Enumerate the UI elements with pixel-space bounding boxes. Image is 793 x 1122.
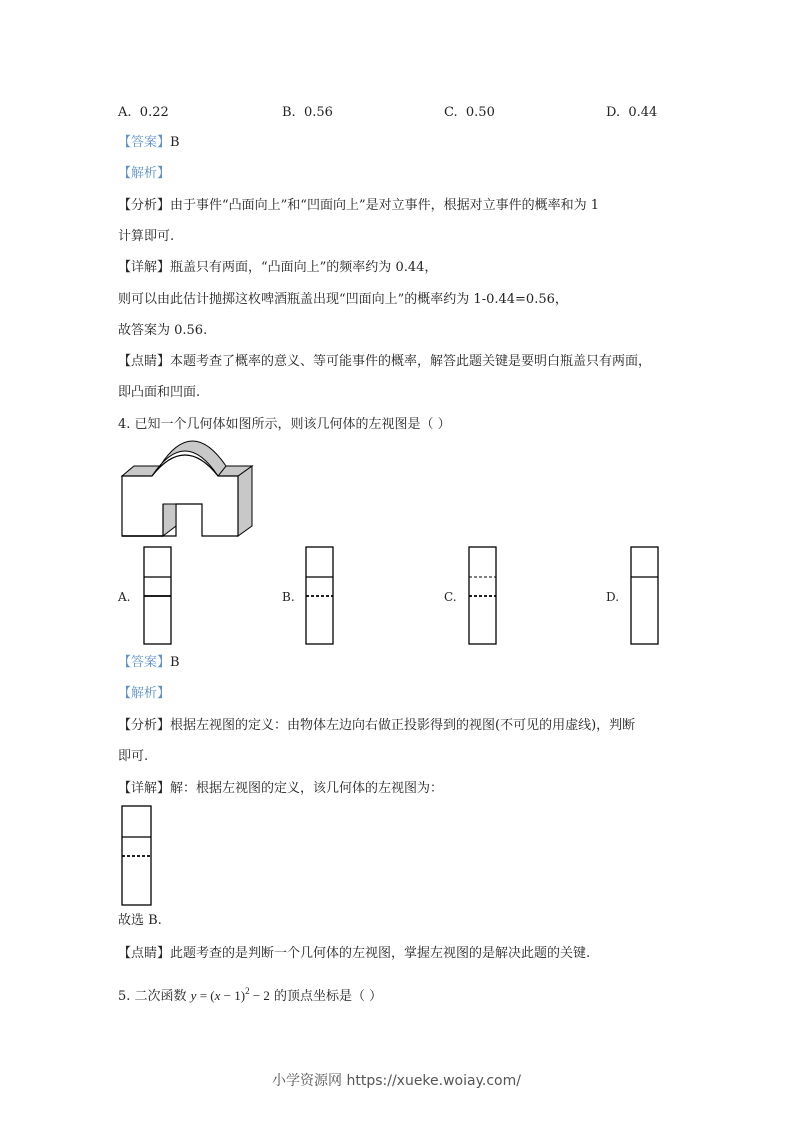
q3-option-d (606, 105, 657, 121)
q4-fenxi (118, 718, 635, 734)
dianjing-text: 本题考查了概率的意义、等可能事件的概率，解答此题关键是要明白瓶盖只有两面， (170, 354, 652, 369)
answer-value: B (170, 135, 180, 150)
option-value: 0.50 (465, 105, 495, 120)
option-label: B. (282, 105, 296, 120)
formula-eq: = ( (196, 988, 215, 1003)
q4-answer (118, 655, 180, 671)
dianjing-text: 此题考查的是判断一个几何体的左视图，掌握左视图的是解决此题的关键. (170, 946, 591, 961)
q4-option-d-label: D. (606, 590, 620, 604)
q5-formula (191, 988, 270, 1003)
answer-tag: 【答案】 (118, 135, 171, 150)
option-label: C. (444, 105, 458, 120)
xiangjie-tag: 【详解】 (118, 260, 171, 275)
dianjing-tag: 【点睛】 (118, 354, 171, 369)
dianjing-tag: 【点睛】 (118, 946, 171, 961)
option-value: 0.44 (628, 105, 658, 120)
formula-tail: − 2 (249, 988, 270, 1003)
fenxi-tag: 【分析】 (118, 718, 171, 733)
footer-watermark: 小学资源网 https://xueke.woiay.com/ (272, 1073, 521, 1089)
q4-option-c-view (468, 546, 498, 646)
q4-solid-figure (120, 446, 255, 538)
q3-option-c (444, 105, 495, 121)
q3-analysis-heading: 【解析】 (118, 166, 171, 181)
q3-xiangjie-line3: 故答案为 0.56. (118, 323, 208, 338)
answer-tag: 【答案】 (118, 655, 171, 670)
q3-fenxi (118, 198, 599, 214)
q4-solution-view (121, 805, 153, 907)
q4-analysis-heading: 【解析】 (118, 686, 171, 701)
fenxi-text: 由于事件“凸面向上”和“凹面向上”是对立事件，根据对立事件的概率和为 1 (170, 198, 600, 213)
q4-fenxi-cont: 即可. (118, 749, 149, 764)
formula-y: y (190, 988, 197, 1003)
q3-answer (118, 135, 180, 151)
q4-option-b-view (305, 546, 335, 646)
q3-dianjing (118, 354, 651, 370)
answer-value: B (170, 655, 180, 670)
q3-dianjing-cont: 即凸面和凹面. (118, 385, 201, 400)
q4-option-a-view (143, 546, 173, 646)
xiangjie-text: 瓶盖只有两面，“凸面向上”的频率约为 0.44， (170, 260, 438, 275)
q4-option-d-view (630, 546, 660, 646)
formula-x: x (214, 988, 221, 1003)
xiangjie-tag: 【详解】 (118, 781, 171, 796)
xiangjie-text: 解：根据左视图的定义，该几何体的左视图为： (170, 781, 444, 796)
q4-xiangjie (118, 781, 443, 797)
option-value: 0.56 (303, 105, 333, 120)
q5-stem (118, 983, 382, 1005)
option-label: A. (118, 105, 132, 120)
q5-prefix: 5. 二次函数 (118, 989, 191, 1004)
q4-option-c-label: C. (444, 590, 457, 604)
q4-option-b-label: B. (282, 590, 295, 604)
fenxi-tag: 【分析】 (118, 198, 171, 213)
q3-option-b (282, 105, 333, 121)
q4-dianjing (118, 946, 590, 962)
q3-xiangjie-line2: 则可以由此估计抛掷这枚啤酒瓶盖出现“凹面向上”的概率约为 1-0.44=0.56， (118, 292, 568, 307)
q5-suffix: 的顶点坐标是（ ） (269, 989, 383, 1004)
q4-stem: 4. 已知一个几何体如图所示，则该几何体的左视图是（ ） (118, 417, 451, 432)
q3-fenxi-cont: 计算即可. (118, 229, 175, 244)
formula-rest: − 1) (220, 988, 246, 1003)
q4-option-a-label: A. (118, 590, 131, 604)
option-label: D. (606, 105, 621, 120)
formula-exponent: 2 (245, 986, 250, 996)
q3-option-a (118, 105, 169, 121)
q3-xiangjie (118, 260, 437, 276)
fenxi-text: 根据左视图的定义：由物体左边向右做正投影得到的视图(不可见的用虚线)，判断 (170, 718, 636, 733)
option-value: 0.22 (139, 105, 169, 120)
q4-conclusion: 故选 B. (118, 913, 162, 928)
